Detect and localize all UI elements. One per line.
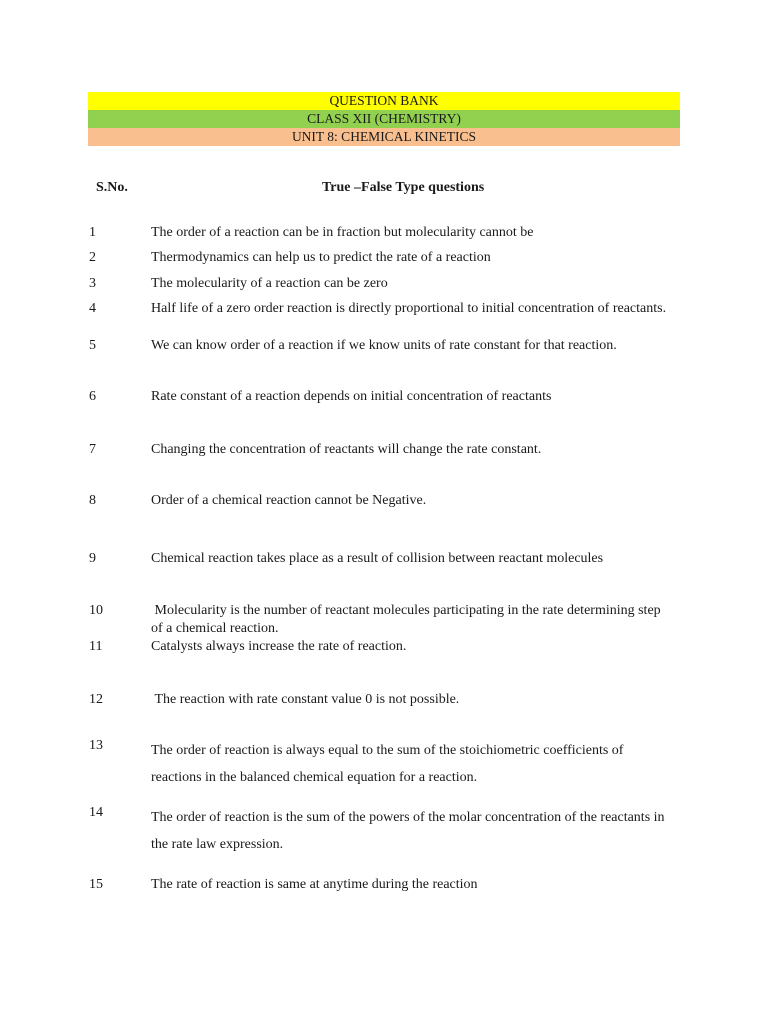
question-number: 4 <box>89 301 96 316</box>
question-text: We can know order of a reaction if we know units of rate constant for that reaction. <box>151 338 617 353</box>
question-number: 3 <box>89 276 96 291</box>
question-text: The reaction with rate constant value 0 is not possible. <box>151 692 460 707</box>
question-number: 5 <box>89 338 96 353</box>
question-text: The molecularity of a reaction can be zero <box>151 276 388 291</box>
question-number: 7 <box>89 442 96 457</box>
question-text: Rate constant of a reaction depends on initial concentration of reactants <box>151 389 552 404</box>
question-text: Changing the concentration of reactants will change the rate constant. <box>151 442 542 457</box>
question-text: Molecularity is the number of reactant molecules participating in the rate determining step of a chemical reaction. <box>151 603 661 636</box>
question-text: Thermodynamics can help us to predict the rate of a reaction <box>151 250 491 265</box>
question-number: 12 <box>89 692 103 707</box>
question-text: Chemical reaction takes place as a result of collision between reactant molecules <box>151 551 604 566</box>
question-number: 10 <box>89 603 103 618</box>
question-text: Order of a chemical reaction cannot be Negative. <box>151 493 427 508</box>
question-number: 14 <box>89 805 103 820</box>
section-title: True –False Type questions <box>322 180 485 195</box>
question-number: 2 <box>89 250 96 265</box>
question-text: The rate of reaction is same at anytime during the reaction <box>151 877 478 892</box>
question-number: 9 <box>89 551 96 566</box>
question-bank-banner: QUESTION BANK <box>88 92 680 110</box>
question-text: The order of a reaction can be in fraction but molecularity cannot be <box>151 225 534 240</box>
class-banner: CLASS XII (CHEMISTRY) <box>88 110 680 128</box>
question-number: 11 <box>89 639 103 654</box>
question-text: Half life of a zero order reaction is directly proportional to initial concentration of reactants. <box>151 301 667 316</box>
question-number: 6 <box>89 389 96 404</box>
question-number: 1 <box>89 225 96 240</box>
question-text: The order of reaction is always equal to the sum of the stoichiometric coefficients of reactions in the balanced chemical equation for a reaction. <box>151 743 624 785</box>
question-text: The order of reaction is the sum of the powers of the molar concentration of the reactants in the rate law expression. <box>151 810 665 852</box>
unit-banner: UNIT 8: CHEMICAL KINETICS <box>88 128 680 146</box>
question-text: Catalysts always increase the rate of reaction. <box>151 639 407 654</box>
question-number: 15 <box>89 877 103 892</box>
sno-header: S.No. <box>96 180 128 195</box>
question-number: 8 <box>89 493 96 508</box>
question-number: 13 <box>89 738 103 753</box>
